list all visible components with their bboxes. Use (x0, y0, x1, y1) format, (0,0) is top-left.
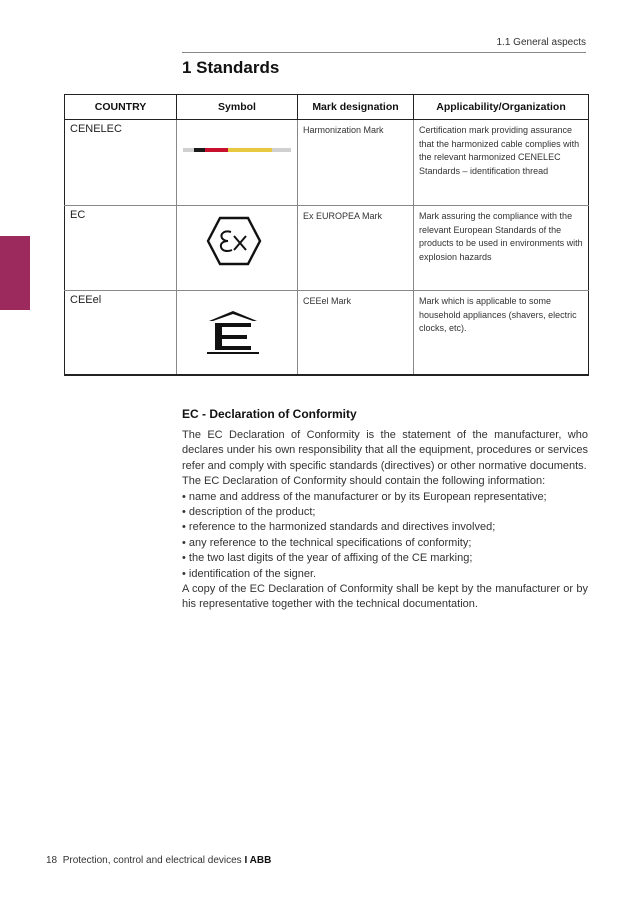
footer-brand: I ABB (244, 855, 272, 866)
table-header-row (65, 95, 589, 120)
list-item: • name and address of the manufacturer or by its European representative; (182, 490, 547, 503)
harmonization-thread-icon (183, 148, 291, 152)
mark-designation-cell: CEEel Mark (298, 291, 414, 376)
list-item: • the two last digits of the year of affixing of the CE marking; (182, 552, 473, 565)
list-item: • any reference to the technical specifications of conformity; (182, 536, 472, 549)
page-number: 18 (46, 855, 58, 866)
applicability-cell: Mark assuring the compliance with the relevant European Standards of the products to be used in environments with explosion hazards (414, 206, 589, 291)
applicability-cell: Mark which is applicable to some household appliances (shavers, electric clocks, etc). (414, 291, 589, 376)
symbol-cell (177, 206, 298, 291)
country-cell: CENELEC (65, 120, 177, 206)
ceeel-mark-icon (205, 308, 261, 354)
country-cell: EC (65, 206, 177, 291)
footer-title: Protection, control and electrical devices (62, 855, 242, 866)
column-header-symbol: Symbol (177, 95, 298, 120)
mark-designation-cell: Harmonization Mark (298, 120, 414, 206)
list-item: • reference to the harmonized standards and directives involved; (182, 521, 496, 534)
column-header-country: COUNTRY (65, 95, 177, 120)
chapter-side-tab (0, 236, 30, 310)
declaration-body (182, 428, 588, 613)
symbol-cell (177, 120, 298, 206)
mark-designation-cell: Ex EUROPEA Mark (298, 206, 414, 291)
declaration-heading: EC - Declaration of Conformity (182, 407, 357, 421)
standards-table (64, 94, 589, 376)
declaration-paragraph: The EC Declaration of Conformity is the statement of the manufacturer, who declares under his own responsibility that all the equipment, procedures or services refer and comply with specific standards (directives) or other normative documents. (182, 429, 588, 472)
declaration-paragraph: The EC Declaration of Conformity should contain the following information: (182, 475, 546, 488)
list-item: • description of the product; (182, 506, 316, 519)
column-header-applicability: Applicability/Organization (414, 95, 589, 120)
header-rule (182, 52, 586, 53)
list-item: • identification of the signer. (182, 567, 317, 580)
symbol-cell (177, 291, 298, 376)
ex-hexagon-icon (206, 216, 262, 266)
declaration-paragraph: A copy of the EC Declaration of Conformity shall be kept by the manufacturer or by his representative together with the technical documentation. (182, 583, 588, 611)
table-row (65, 206, 589, 291)
page-title: 1 Standards (182, 58, 280, 77)
table-row (65, 291, 589, 376)
applicability-cell: Certification mark providing assurance that the harmonized cable complies with the relevant harmonized CENELEC Standards – identification thread (414, 120, 589, 206)
column-header-mark: Mark designation (298, 95, 414, 120)
section-label: 1.1 General aspects (496, 37, 586, 48)
country-cell: CEEel (65, 291, 177, 376)
table-row (65, 120, 589, 206)
page-footer (46, 855, 271, 866)
